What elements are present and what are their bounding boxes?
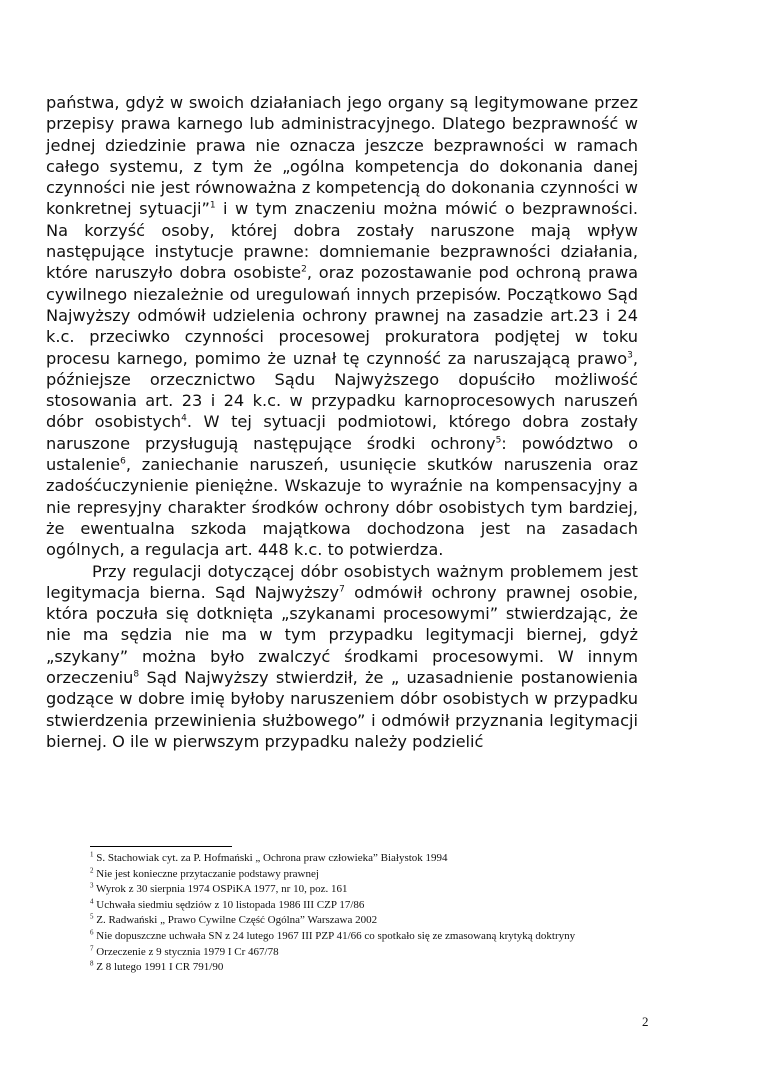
text-run: Przy regulacji dotyczącej dóbr osobistych ważnym problemem jest legitymacja bierna. Sąd Najwyższy <box>46 561 638 602</box>
text-run: odmówił ochrony prawnej osobie, która poczuła się dotknięta „szykanami procesowymi” stwierdzając, że nie ma sędzia nie ma w tym przypadku legitymacji biernej, gdyż „szykany” można było zwalczyć środkami procesowymi. W innym orzeczeniu <box>46 582 638 688</box>
footnote-ref: 7 <box>339 584 345 595</box>
footnote-number: 1 <box>90 850 94 859</box>
text-run: , późniejsze orzecznictwo Sądu Najwyższego dopuściło możliwość stosowania art. 23 i 24 k.c. w przypadku karnoprocesowych naruszeń dóbr osobistych <box>46 348 638 432</box>
footnote-text: S. Stachowiak cyt. za P. Hofmański „ Ochrona praw człowieka” Białystok 1994 <box>93 852 448 864</box>
footnote-item <box>90 929 642 945</box>
footnote-text: Orzeczenie z 9 stycznia 1979 I Cr 467/78 <box>93 945 279 958</box>
footnote-text: Wyrok z 30 sierpnia 1974 OSPiKA 1977, nr 10, poz. 161 <box>93 883 348 896</box>
footnote-item <box>90 913 642 929</box>
footnote-item <box>90 882 642 898</box>
footnote-text: Nie dopuszczne uchwała SN z 24 lutego 1967 III PZP 41/66 co spotkało się ze zmasowaną krytyką doktryny <box>93 929 576 942</box>
footnote-ref: 4 <box>181 414 187 425</box>
text-run: , zaniechanie naruszeń, usunięcie skutków naruszenia oraz zadośćuczynienie pieniężne. Wskazuje to wyraźnie na kompensacyjny a nie represyjny charakter środków ochrony dóbr osobistych tym bardziej, że ewentualna szkoda majątkowa dochodzona jest na zasadach ogólnych, a regulacja art. 448 k.c. to potwierdza. <box>46 455 638 560</box>
footnote-number: 5 <box>90 912 94 921</box>
text-run: : powództwo o ustalenie <box>46 433 639 475</box>
text-run: , oraz pozostawanie pod ochroną prawa cywilnego niezależnie od uregulowań innych przepisów. Początkowo Sąd Najwyższy odmówił udzielenia ochrony prawnej na zasadzie art.23 i 24 k.c. przeciwko czynności procesowej prokuratora podjętej w toku procesu karnego, pomimo że uznał tę czynność za naruszającą prawo <box>46 263 638 368</box>
footnote-ref: 2 <box>301 264 307 275</box>
footnote-text: Z 8 lutego 1991 I CR 791/90 <box>93 961 224 974</box>
footnote-separator <box>90 846 232 847</box>
footnotes <box>90 851 642 976</box>
footnote-ref: 5 <box>495 435 502 446</box>
footnote-number: 6 <box>90 928 94 937</box>
paragraph-1 <box>46 92 638 561</box>
text-run: Sąd Najwyższy stwierdził, że „ uzasadnienie postanowienia godzące w dobre imię byłoby naruszeniem dóbr osobistych w przypadku stwierdzenia przewinienia służbowego” i odmówił przyznania legitymacji biernej. O ile w pierwszym przypadku należy podzielić <box>46 668 638 751</box>
footnote-number: 8 <box>90 959 94 968</box>
page-number: 2 <box>642 1014 649 1029</box>
footnote-text: Uchwała siedmiu sędziów z 10 listopada 1986 III CZP 17/86 <box>93 898 365 911</box>
text-run: i w tym znaczeniu można mówić o bezprawności. Na korzyść osoby, której dobra zostały naruszone mają wpływ następujące instytucje prawne: domniemanie bezprawności działania, które naruszyło dobra osobiste <box>46 199 639 283</box>
footnote-number: 2 <box>90 865 94 874</box>
footnote-ref: 3 <box>627 350 633 361</box>
footnote-ref: 6 <box>120 456 126 467</box>
footnote-text: Nie jest konieczne przytaczanie podstawy prawnej <box>93 867 319 880</box>
footnote-item <box>90 851 642 867</box>
footnote-item <box>90 960 642 976</box>
footnote-item <box>90 867 642 883</box>
footnote-number: 4 <box>90 897 94 906</box>
text-run: państwa, gdyż w swoich działaniach jego organy są legitymowane przez przepisy prawa karnego lub administracyjnego. Dlatego bezprawność w jednej dziedzinie prawa nie oznacza jeszcze bezprawności w ramach całego systemu, z tym że „ogólna kompetencja do dokonania danej czynności nie jest równoważna z kompetencją do dokonania czynności w konkretnej sytuacji” <box>46 93 638 219</box>
footnote-ref: 8 <box>133 669 140 680</box>
footnote-item <box>90 898 642 914</box>
footnote-number: 3 <box>90 881 94 890</box>
footnote-text: Z. Radwański „ Prawo Cywilne Część Ogólna” Warszawa 2002 <box>93 914 378 927</box>
footnote-item <box>90 945 642 961</box>
main-text <box>46 92 638 752</box>
footnote-ref: 1 <box>209 201 216 212</box>
footnote-number: 7 <box>90 943 94 952</box>
paragraph-2 <box>46 561 638 753</box>
text-run: . W tej sytuacji podmiotowi, którego dobra zostały naruszone przysługują następujące środki ochrony <box>46 412 638 453</box>
